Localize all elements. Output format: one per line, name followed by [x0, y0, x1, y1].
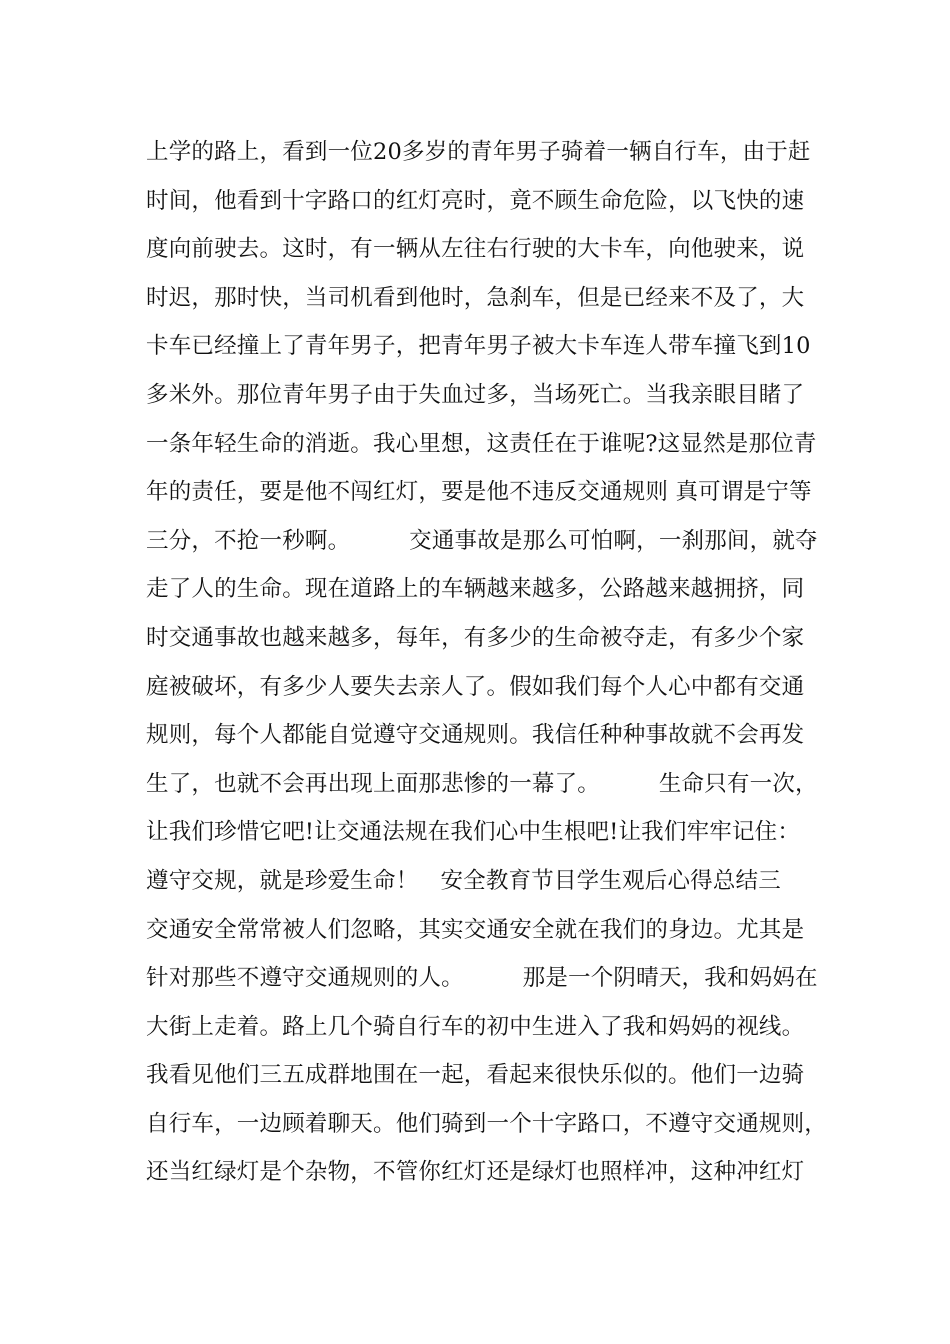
text-line: 三分，不抢一秒啊。 交通事故是那么可怕啊，一刹那间，就夺: [146, 527, 818, 554]
text-line: 时交通事故也越来越多，每年，有多少的生命被夺走，有多少个家: [146, 624, 805, 651]
text-line: 一条年轻生命的消逝。我心里想，这责任在于谁呢?这显然是那位青: [146, 430, 817, 457]
text-line: 交通安全常常被人们忽略，其实交通安全就在我们的身边。尤其是: [146, 916, 805, 943]
text-line: 走了人的生命。现在道路上的车辆越来越多，公路越来越拥挤，同: [146, 576, 805, 603]
text-line: 大街上走着。路上几个骑自行车的初中生进入了我和妈妈的视线。: [146, 1013, 805, 1040]
text-line: 年的责任，要是他不闯红灯，要是他不违反交通规则 真可谓是宁等: [146, 479, 812, 506]
text-line: 时迟，那时快，当司机看到他时，急刹车，但是已经来不及了，大: [146, 284, 805, 311]
text-line: 卡车已经撞上了青年男子，把青年男子被大卡车连人带车撞飞到10: [146, 333, 811, 360]
text-line: 庭被破坏，有多少人要失去亲人了。假如我们每个人心中都有交通: [146, 673, 805, 700]
text-line: 规则，每个人都能自觉遵守交通规则。我信任种种事故就不会再发: [146, 722, 805, 749]
text-line: 遵守交规，就是珍爱生命！ 安全教育节目学生观后心得总结三: [146, 867, 781, 894]
text-line: 针对那些不遵守交通规则的人。 那是一个阴晴天，我和妈妈在: [146, 965, 818, 992]
text-line: 还当红绿灯是个杂物，不管你红灯还是绿灯也照样冲，这种冲红灯: [146, 1159, 805, 1186]
text-line: 上学的路上，看到一位20多岁的青年男子骑着一辆自行车，由于赶: [146, 139, 811, 165]
text-line: 生了，也就不会再出现上面那悲惨的一幕了。 生命只有一次，: [146, 770, 818, 797]
text-line: 让我们珍惜它吧!让交通法规在我们心中生根吧!让我们牢牢记住：: [146, 819, 801, 846]
text-line: 多米外。那位青年男子由于失血过多，当场死亡。当我亲眼目睹了: [146, 381, 805, 408]
text-line: 度向前驶去。这时，有一辆从左往右行驶的大卡车，向他驶来，说: [146, 236, 805, 263]
text-line: 时间，他看到十字路口的红灯亮时，竟不顾生命危险，以飞快的速: [146, 187, 805, 214]
text-line: 我看见他们三五成群地围在一起，看起来很快乐似的。他们一边骑: [146, 1062, 805, 1089]
text-line: 自行车，一边顾着聊天。他们骑到一个十字路口，不遵守交通规则，: [146, 1110, 828, 1137]
body-text: [146, 132, 836, 1201]
